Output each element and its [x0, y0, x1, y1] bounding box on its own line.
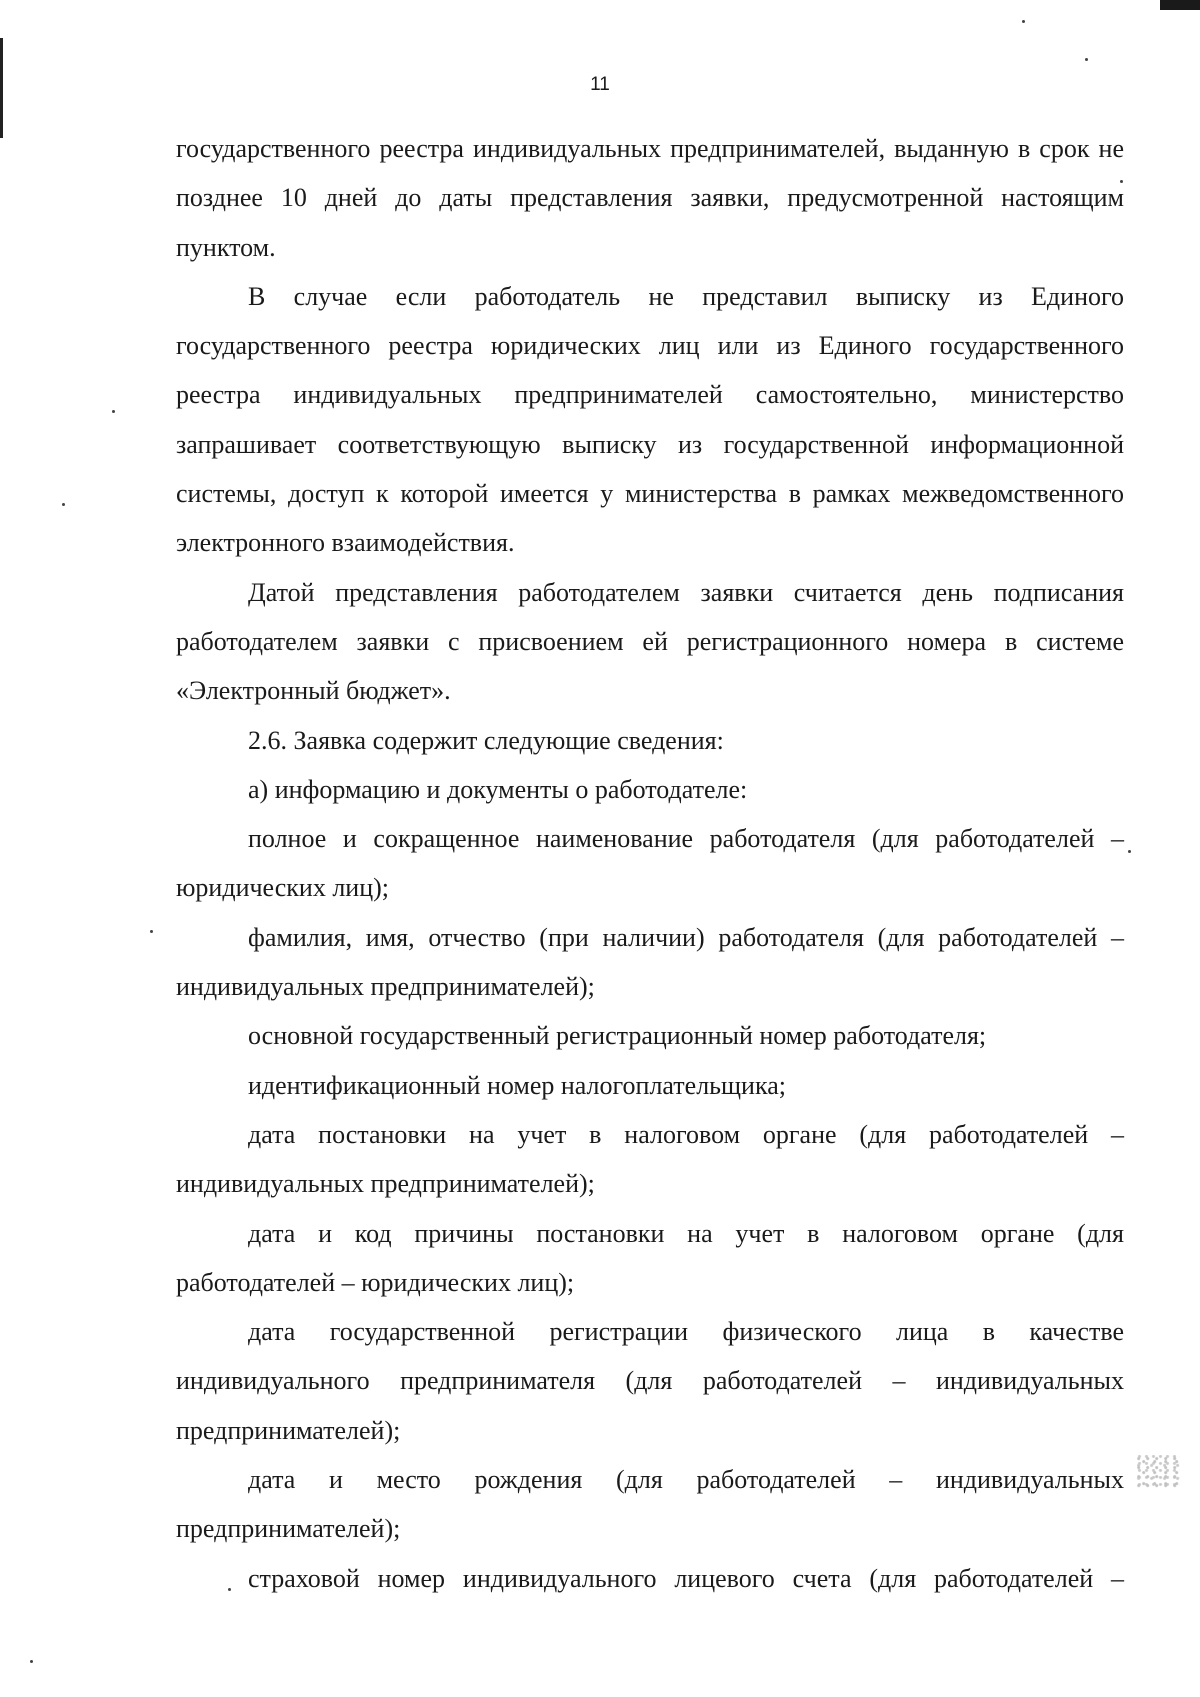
scan-speck [1128, 850, 1131, 853]
list-item-birth: дата и место рождения (для работодателей – индивидуальных предпринимателей); [176, 1465, 1124, 1544]
list-item-inn: идентификационный номер налогоплательщика; [248, 1070, 786, 1100]
paragraph-submission-date: Датой представления работодателем заявки считается день подписания работодателем заявки с присвоением ей регистрационного номера в системе «Электронный бюджет». [176, 577, 1124, 706]
list-item-snils: страховой номер индивидуального лицевого счета (для работодателей – [248, 1563, 1124, 1593]
scan-speck [112, 410, 115, 413]
scan-speck [30, 1660, 33, 1663]
list-item-registration-date: дата постановки на учет в налоговом органе (для работодателей – индивидуальных предпринимателей); [176, 1119, 1124, 1199]
scan-speck [1120, 180, 1123, 183]
scan-speck [62, 503, 65, 506]
list-item-kpp: дата и код причины постановки на учет в налоговом органе (для работодателей – юридических лиц); [176, 1218, 1124, 1297]
page-number: 11 [590, 74, 610, 95]
list-item-ogrn: основной государственный регистрационный номер работодателя; [248, 1021, 987, 1051]
scan-smudge [1136, 1455, 1180, 1489]
list-item-state-registration: дата государственной регистрации физического лица в качестве индивидуального предпринимателя (для работодателей – индивидуальных предпринимателей); [176, 1317, 1124, 1445]
scan-corner-mark [1160, 0, 1200, 10]
document-body [176, 124, 1124, 1603]
scan-speck [1085, 58, 1088, 61]
scan-speck [1022, 20, 1025, 23]
scan-speck [228, 1588, 231, 1591]
scan-speck [150, 930, 153, 933]
paragraph-extract-request: В случае если работодатель не представил выписку из Единого государственного реестра юридических лиц или из Единого государственного реестра индивидуальных предпринимателей самостоятельно, министерство запрашивает соответствующую выписку из государственной информационной системы, доступ к которой имеется у министерства в рамках межведомственного электронного взаимодействия. [176, 281, 1124, 558]
section-heading-2-6: 2.6. Заявка содержит следующие сведения: [248, 725, 724, 755]
list-item-a: а) информацию и документы о работодателе: [248, 774, 748, 804]
list-item-full-name: полное и сокращенное наименование работодателя (для работодателей – юридических лиц); [176, 824, 1124, 903]
paragraph-continuation: государственного реестра индивидуальных предпринимателей, выданную в срок не позднее 10 дней до даты представления заявки, предусмотренной настоящим пунктом. [176, 134, 1124, 262]
list-item-person-name: фамилия, имя, отчество (при наличии) работодателя (для работодателей – индивидуальных предпринимателей); [176, 922, 1124, 1002]
